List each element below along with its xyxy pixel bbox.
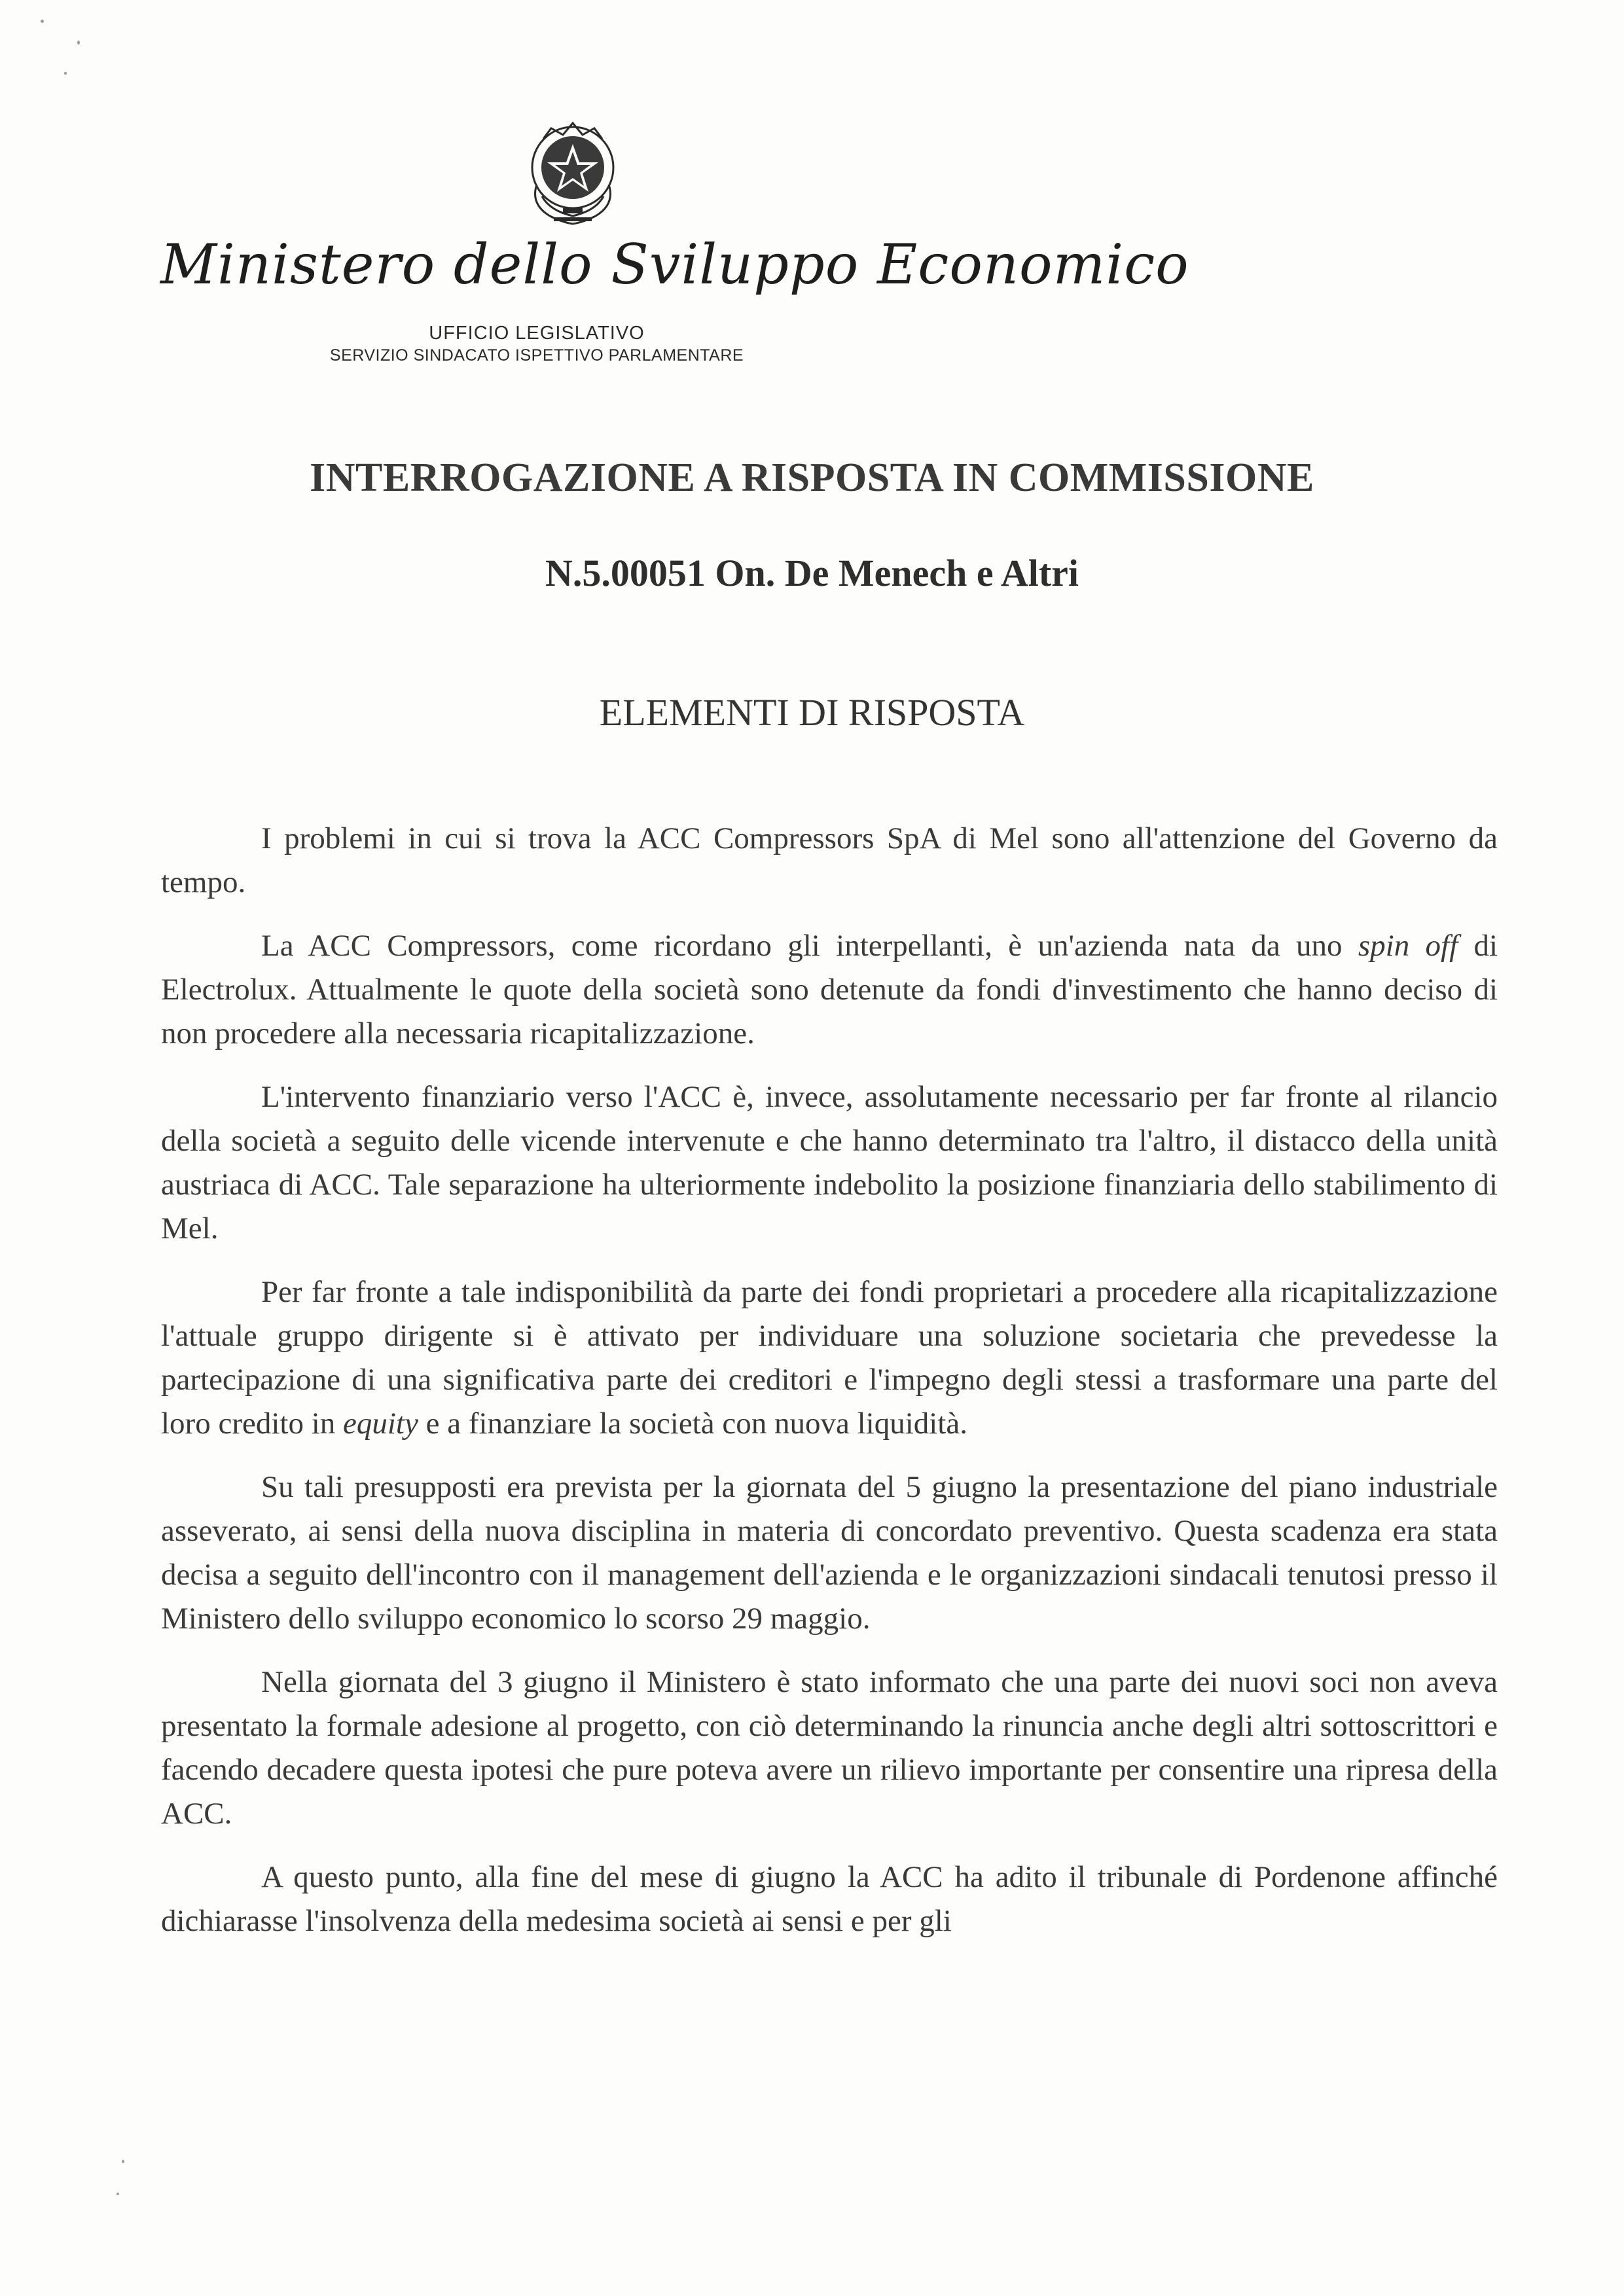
paragraph-5: Su tali presupposti era prevista per la giornata del 5 giugno la presentazione del piano industriale asseverato, ai sensi della nuova disciplina in materia di concordato preventivo. Questa scadenza era stata decisa a seguito dell'incontro con il management dell'azienda e le organizzazioni sindacali tenutosi presso il Ministero dello sviluppo economico lo scorso 29 maggio.	[161, 1470, 1498, 1636]
interrogation-reference: N.5.00051 On. De Menech e Altri	[545, 552, 1079, 594]
scan-speck	[122, 2160, 124, 2163]
paragraph-4-emphasis: equity	[343, 1407, 418, 1441]
scan-speck	[77, 41, 80, 45]
paragraph-1: I problemi in cui si trova la ACC Compressors SpA di Mel sono all'attenzione del Governo da tempo.	[161, 821, 1498, 899]
paragraph-2	[161, 924, 1498, 1056]
paragraph-4	[161, 1270, 1498, 1446]
response-body	[161, 817, 1498, 1963]
scan-speck	[41, 20, 44, 23]
scan-speck	[117, 2193, 119, 2195]
paragraph-2-text-b: di Electrolux. Attualmente le quote della società sono detenute da fondi d'investimento che hanno deciso di non procedere alla necessaria ricapitalizzazione.	[161, 929, 1498, 1050]
ministry-name: Ministero dello Sviluppo Economico	[160, 232, 1189, 296]
section-subtitle: ELEMENTI DI RISPOSTA	[599, 691, 1025, 734]
office-name: UFFICIO LEGISLATIVO	[429, 323, 645, 344]
office-service: SERVIZIO SINDACATO ISPETTIVO PARLAMENTARE	[329, 346, 744, 365]
scan-speck	[64, 72, 67, 75]
paragraph-2-emphasis: spin off	[1358, 929, 1458, 963]
paragraph-4-text-b: e a finanziare la società con nuova liquidità.	[418, 1407, 967, 1441]
paragraph-2-text-a: La ACC Compressors, come ricordano gli interpellanti, è un'azienda nata da uno	[261, 929, 1358, 963]
office-block	[288, 322, 785, 367]
document-title: INTERROGAZIONE A RISPOSTA IN COMMISSIONE	[310, 456, 1314, 500]
paragraph-6: Nella giornata del 3 giugno il Ministero è stato informato che una parte dei nuovi soci non aveva presentato la formale adesione al progetto, con ciò determinando la rinuncia anche degli altri sottoscrittori e facendo decadere questa ipotesi che pure poteva avere un rilievo importante per consentire una ripresa della ACC.	[161, 1665, 1498, 1831]
italian-republic-emblem-icon	[517, 113, 628, 229]
paragraph-3: L'intervento finanziario verso l'ACC è, invece, assolutamente necessario per far fronte al rilancio della società a seguito delle vicende intervenute e che hanno determinato tra l'altro, il distacco della unità austriaca di ACC. Tale separazione ha ulteriormente indebolito la posizione finanziaria dello stabilimento di Mel.	[161, 1080, 1498, 1246]
paragraph-4-text-a: Per far fronte a tale indisponibilità da parte dei fondi proprietari a procedere alla ricapitalizzazione l'attuale gruppo dirigente si è attivato per individuare una soluzione societaria che prevedesse la partecipazione di una significativa parte dei creditori e l'impegno degli stessi a trasformare una parte del loro credito in	[161, 1275, 1498, 1441]
paragraph-7: A questo punto, alla fine del mese di giugno la ACC ha adito il tribunale di Pordenone affinché dichiarasse l'insolvenza della medesima società ai sensi e per gli	[161, 1860, 1498, 1938]
